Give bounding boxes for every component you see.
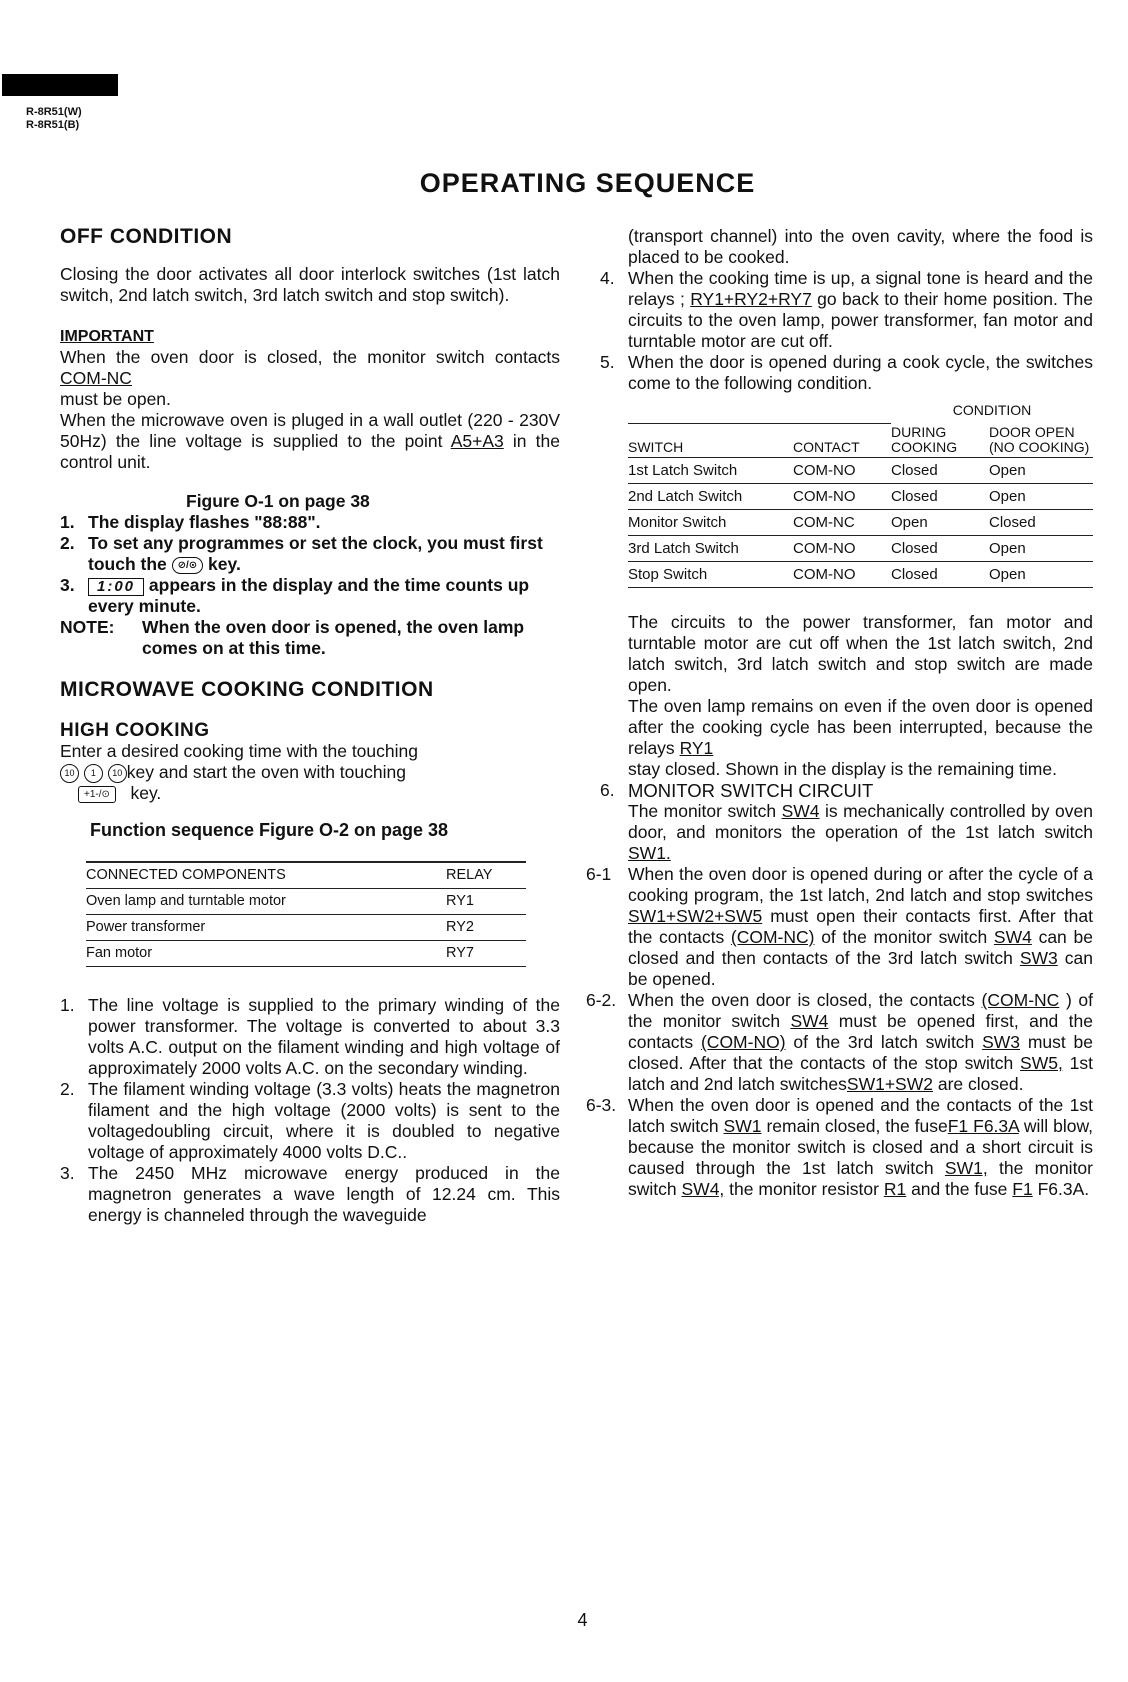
model-w: R-8R51(W) — [26, 106, 82, 118]
table-header-row: SWITCH CONTACT DURING COOKING DOOR OPEN (NO COOKING) — [628, 423, 1093, 458]
display-paragraph: stay closed. Shown in the display is the remaining time. — [628, 759, 1057, 779]
table-row: Fan motor RY7 — [86, 941, 526, 967]
switch-condition-table — [628, 398, 1093, 588]
condition-header: CONDITION — [628, 398, 1093, 423]
microwave-cooking-heading: MICROWAVE COOKING CONDITION — [60, 678, 434, 701]
table-row: Stop Switch COM-NO Closed Open — [628, 562, 1093, 588]
note: NOTE: When the oven door is opened, the oven lamp comes on at this time. — [60, 617, 525, 658]
time-keys-line: 10 1 10 key and start the oven with touching — [60, 762, 560, 783]
table-row: Power transformer RY2 — [86, 915, 526, 941]
table-header-row: CONNECTED COMPONENTS RELAY — [86, 862, 526, 889]
figure-o1-ref: Figure O-1 on page 38 — [186, 491, 370, 511]
list-item-3: 3. The 2450 MHz microwave energy produced in the magnetron generates a wave length of 12.24 cm. This energy is channeled through the waveguide — [60, 1163, 560, 1225]
connected-components-table — [86, 861, 526, 967]
header-black-bar — [2, 74, 118, 96]
display-readout: 1:00 — [88, 578, 144, 596]
page-title: OPERATING SEQUENCE — [419, 168, 756, 198]
important-text-2: must be open. — [60, 389, 171, 409]
enter-time-text: Enter a desired cooking time with the touching — [60, 741, 418, 761]
page-number: 4 — [577, 1610, 588, 1630]
list-item-6-1: 6-1 When the oven door is opened during or after the cycle of a cooking program, the 1st latch, 2nd latch and stop switches SW1+SW2+SW5 must open their contacts first. After that the contacts (COM-NC) of the monitor switch SW4 can be closed and then contacts of the 3rd latch switch SW3 can be opened. — [586, 864, 1093, 989]
table-row: 3rd Latch Switch COM-NO Closed Open — [628, 536, 1093, 562]
list-item-6-3: 6-3. When the oven door is opened and the contacts of the 1st latch switch SW1 remain closed, the fuseF1 F6.3A will blow, because the monitor switch is closed and a short circuit is caused through the 1st latch switch SW1, the monitor switch SW4, the monitor resistor R1 and the fuse F1 F6.3A. — [586, 1095, 1094, 1199]
model-numbers — [26, 106, 82, 132]
list-item-5: 5. When the door is opened during a cook cycle, the switches come to the following condition. — [600, 352, 1093, 393]
table-row: 1st Latch Switch COM-NO Closed Open — [628, 458, 1093, 484]
start-key-line: +1-/⊙ key. — [78, 783, 560, 804]
step-2: 2. To set any programmes or set the clock, you must first touch the ⊘/⊙ key. — [60, 533, 543, 574]
list-item-1: 1. The line voltage is supplied to the primary winding of the power transformer. The voltage is converted to about 3.3 volts A.C. output on the filament winding and high voltage of approximately 2000 volts A.C. on the secondary winding. — [60, 995, 560, 1078]
list-item-4: 4. When the cooking time is up, a signal tone is heard and the relays ; RY1+RY2+RY7 go back to their home position. The circuits to the oven lamp, power transformer, fan motor and turntable motor are cut off. — [600, 268, 1093, 351]
ten-second-key-icon: 10 — [108, 764, 127, 783]
monitor-switch-text: The monitor switch SW4 is mechanically controlled by oven door, and monitors the operation of the 1st latch switch SW1. — [628, 801, 1093, 863]
left-column — [60, 226, 560, 1226]
table-row: Oven lamp and turntable motor RY1 — [86, 889, 526, 915]
start-key-icon: +1-/⊙ — [78, 786, 116, 803]
list-item-2: 2. The filament winding voltage (3.3 volts) heats the magnetron filament and the high voltage (2000 volts) is sent to the voltagedoubling circuit, where it is doubled to negative voltage of approximately 4000 volts D.C.. — [60, 1079, 560, 1162]
circuit-paragraph: The circuits to the power transformer, fan motor and turntable motor are cut off when the 1st latch switch, 2nd latch switch, 3rd latch switch and stop switch are made open. — [628, 612, 1093, 695]
step-3: 3. 1:00 appears in the display and the time counts up every minute. — [60, 575, 530, 616]
clock-key-icon: ⊘/⊙ — [172, 557, 204, 574]
important-label: IMPORTANT — [60, 328, 154, 345]
important-text-3: When the microwave oven is pluged in a wall outlet (220 - 230V 50Hz) the line voltage is supplied to the point A5+A3 in the control unit. — [60, 410, 560, 472]
ten-minute-key-icon: 10 — [60, 764, 79, 783]
list-item-6: 6. MONITOR SWITCH CIRCUIT — [600, 780, 874, 801]
off-condition-heading: OFF CONDITION — [60, 225, 233, 248]
important-text-1: When the oven door is closed, the monitor switch contacts COM-NC — [60, 347, 560, 388]
table-row: Monitor Switch COM-NC Open Closed — [628, 510, 1093, 536]
continued-text: (transport channel) into the oven cavity, where the food is placed to be cooked. — [628, 226, 1093, 267]
figure-o2-ref: Function sequence Figure O-2 on page 38 — [90, 820, 449, 840]
list-item-6-2: 6-2. When the oven door is closed, the contacts (COM-NC ) of the monitor switch SW4 must be opened first, and the contacts (COM-NO) of the 3rd latch switch SW3 must be closed. After that the contacts of the stop switch SW5, 1st latch and 2nd latch switchesSW1+SW2 are closed. — [586, 990, 1094, 1094]
off-paragraph: Closing the door activates all door interlock switches (1st latch switch, 2nd latch switch, 3rd latch switch and stop switch). — [60, 264, 560, 305]
one-minute-key-icon: 1 — [84, 764, 103, 783]
right-column — [586, 226, 1094, 1200]
lamp-paragraph: The oven lamp remains on even if the oven door is opened after the cooking cycle has been interrupted, because the relays RY1 — [628, 696, 1093, 758]
step-1: 1. The display flashes "88:88". — [60, 512, 321, 532]
table-row: 2nd Latch Switch COM-NO Closed Open — [628, 484, 1093, 510]
high-cooking-heading: HIGH COOKING — [60, 720, 210, 741]
model-b: R-8R51(B) — [26, 119, 80, 131]
